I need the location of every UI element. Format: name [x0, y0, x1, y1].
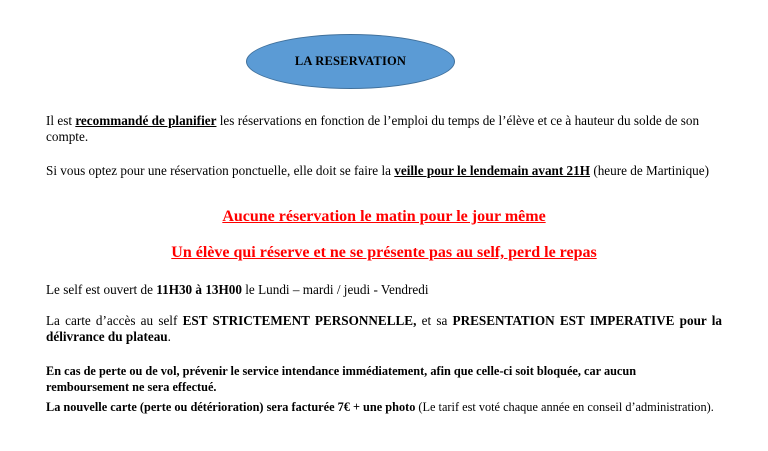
text-segment: les réservations en fonction de l’emploi du temps de l’élève et ce à hauteur du solde de son compte.: [46, 113, 700, 144]
warning-no-same-day: Aucune réservation le matin pour le jour même: [222, 208, 546, 225]
text-segment: (Le tarif est voté chaque année en conseil d’administration).: [415, 400, 714, 414]
paragraph-card: [46, 313, 722, 345]
emphasis-text: La nouvelle carte (perte ou détérioration) sera facturée 7€ + une photo: [46, 400, 416, 414]
text-segment: le Lundi – mardi / jeudi - Vendredi: [241, 282, 429, 297]
text-segment: et sa: [416, 313, 453, 328]
title-oval: [246, 34, 455, 89]
paragraph-punctual: [46, 163, 722, 179]
emphasis-text: veille pour le lendemain avant 21H: [394, 163, 591, 178]
emphasis-text: recommandé de planifier: [75, 113, 217, 128]
emphasis-text: EST STRICTEMENT PERSONNELLE,: [182, 313, 417, 328]
text-segment: Si vous optez pour une réservation ponctuelle, elle doit se faire la: [46, 163, 395, 178]
text-segment: .: [167, 329, 171, 344]
text-segment: La carte d’accès au self: [46, 313, 183, 328]
text-segment: (heure de Martinique): [590, 163, 710, 178]
opening-hours: 11H30 à 13H00: [156, 282, 242, 297]
page-title: LA RESERVATION: [294, 54, 407, 68]
paragraph-planning: [46, 113, 722, 145]
text-segment: Il est: [46, 113, 76, 128]
paragraph-loss: En cas de perte ou de vol, prévenir le service intendance immédiatement, afin que celle-ci soit bloquée, car aucun remboursement ne sera effectué.: [46, 364, 637, 394]
paragraph-new-card: [46, 399, 722, 415]
paragraph-hours: [46, 282, 722, 298]
emphasis-text: PRESENTATION EST IMPERATIVE pour la délivrance du plateau: [46, 313, 722, 344]
text-segment: Le self est ouvert de: [46, 282, 157, 297]
warning-no-show: Un élève qui réserve et ne se présente pas au self, perd le repas: [171, 244, 597, 261]
